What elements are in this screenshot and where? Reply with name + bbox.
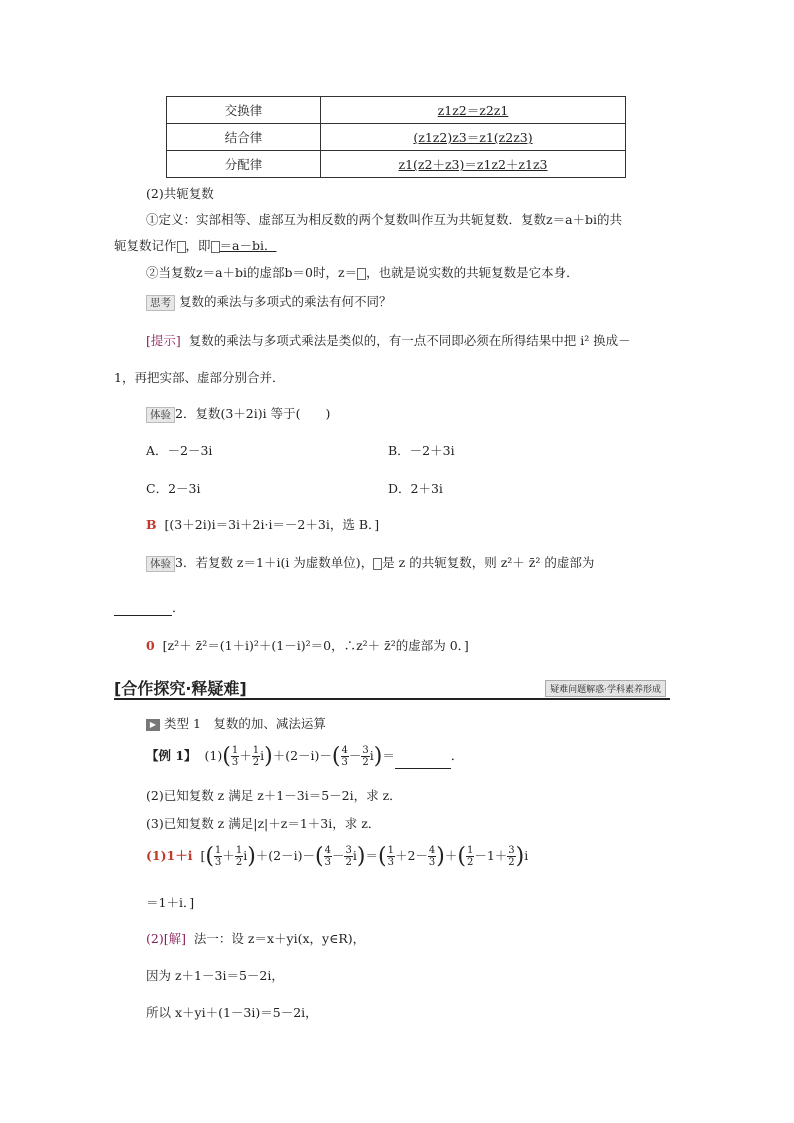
z-bar-symbol xyxy=(357,268,366,280)
example-1-part-2: (2)已知复数 z 满足 z＋1－3i＝5－2i，求 z． xyxy=(146,788,402,803)
experience-tag: 体验 xyxy=(146,556,175,572)
law-formula: (z1z2)z3＝z1(z2z3) xyxy=(321,124,626,151)
multiplication-laws-table xyxy=(166,96,626,178)
table-row xyxy=(167,97,626,124)
think-answer: [提示] 复数的乘法与多项式乘法是类似的，有一点不同即必须在所得结果中把 i² 换成－ xyxy=(146,333,631,348)
example-1-solution-2-line2: 因为 z＋1－3i＝5－2i， xyxy=(146,968,284,983)
law-name: 交换律 xyxy=(167,97,321,124)
law-formula: z1z2＝z2z1 xyxy=(321,97,626,124)
law-formula: z1(z2＋z3)＝z1z2＋z1z3 xyxy=(321,151,626,178)
section-title: [合作探究·释疑难] xyxy=(114,679,247,698)
example-1-part-1: 【例 1】 (1)( $\frac{1}{3}$ ＋ $\frac{1}{2}$ i)＋(2－i)－( $\frac{4}{3}$ － $\frac{3}{2}$ i)＝ ． xyxy=(146,744,464,769)
example-1-answer-1: (1)1＋i [( $\frac{1}{3}$ ＋ $\frac{1}{2}$ i)＋(2－i)－( $\frac{4}{3}$ － $\frac{3}{2}$ i)＝( $\frac{1}{3}$ ＋2－ $\frac{4}{3}$ )＋( $\frac{1}{2}$ －1＋ $\frac{3}{2}$ )i xyxy=(146,844,529,869)
conjugate-heading: (2)共轭复数 xyxy=(146,186,214,201)
example-1-solution-2-line3: 所以 x＋yi＋(1－3i)＝5－2i， xyxy=(146,1005,318,1020)
example-1-part-3: (3)已知复数 z 满足|z|＋z＝1＋3i，求 z． xyxy=(146,816,381,831)
exercise-2-question: 体验 2．复数(3＋2i)i 等于( ) xyxy=(146,404,330,423)
exercise-2-answer: B [(3＋2i)i＝3i＋2i·i＝－2＋3i，选 B．] xyxy=(146,517,380,532)
conjugate-notation: 轭复数记作 ，即 ＝a－bi． xyxy=(114,238,277,253)
example-1-answer-1-result: ＝1＋i．] xyxy=(146,895,195,910)
tip-label: [提示] xyxy=(146,333,181,348)
exercise-3-answer: 0 [z²＋ z̄²＝(1＋i)²＋(1－i)²＝0，∴z²＋ z̄²的虚部为 0．] xyxy=(146,638,469,653)
law-name: 分配律 xyxy=(167,151,321,178)
option-c: C．2－3i xyxy=(146,481,201,496)
experience-tag: 体验 xyxy=(146,407,175,423)
option-b: B．－2＋3i xyxy=(388,443,455,458)
section-heading xyxy=(114,676,670,700)
z-bar-symbol xyxy=(373,558,382,570)
think-tag: 思考 xyxy=(146,295,175,311)
conjugate-definition: ①定义：实部相等、虚部互为相反数的两个复数叫作互为共轭复数．复数z＝a＋bi的共 xyxy=(146,212,623,227)
play-icon: ▶ xyxy=(146,719,160,731)
think-question: 思考 复数的乘法与多项式的乘法有何不同？ xyxy=(146,292,392,311)
type-1-label: ▶ 类型 1 复数的加、减法运算 xyxy=(146,714,326,732)
table-row xyxy=(167,151,626,178)
option-a: A．－2－3i xyxy=(146,443,213,458)
section-badge: 疑难问题解惑·学科素养形成 xyxy=(545,680,666,697)
table-row xyxy=(167,124,626,151)
think-answer-cont: 1，再把实部、虚部分别合并． xyxy=(114,370,285,385)
exercise-3-question: 体验 3．若复数 z＝1＋i(i 为虚数单位)， 是 z 的共轭复数，则 z²＋ z̄² 的虚部为 xyxy=(146,553,594,572)
option-d: D．2＋3i xyxy=(388,481,443,496)
example-1-solution-2: (2)[解] 法一：设 z＝x＋yi(x，y∈R)， xyxy=(146,931,366,946)
exercise-3-blank: ． xyxy=(114,598,185,616)
law-name: 结合律 xyxy=(167,124,321,151)
z-bar-symbol xyxy=(211,241,220,253)
conjugate-real-case: ②当复数z＝a＋bi的虚部b＝0时，z＝ ，也就是说实数的共轭复数是它本身． xyxy=(146,265,579,280)
z-bar-symbol xyxy=(177,241,186,253)
